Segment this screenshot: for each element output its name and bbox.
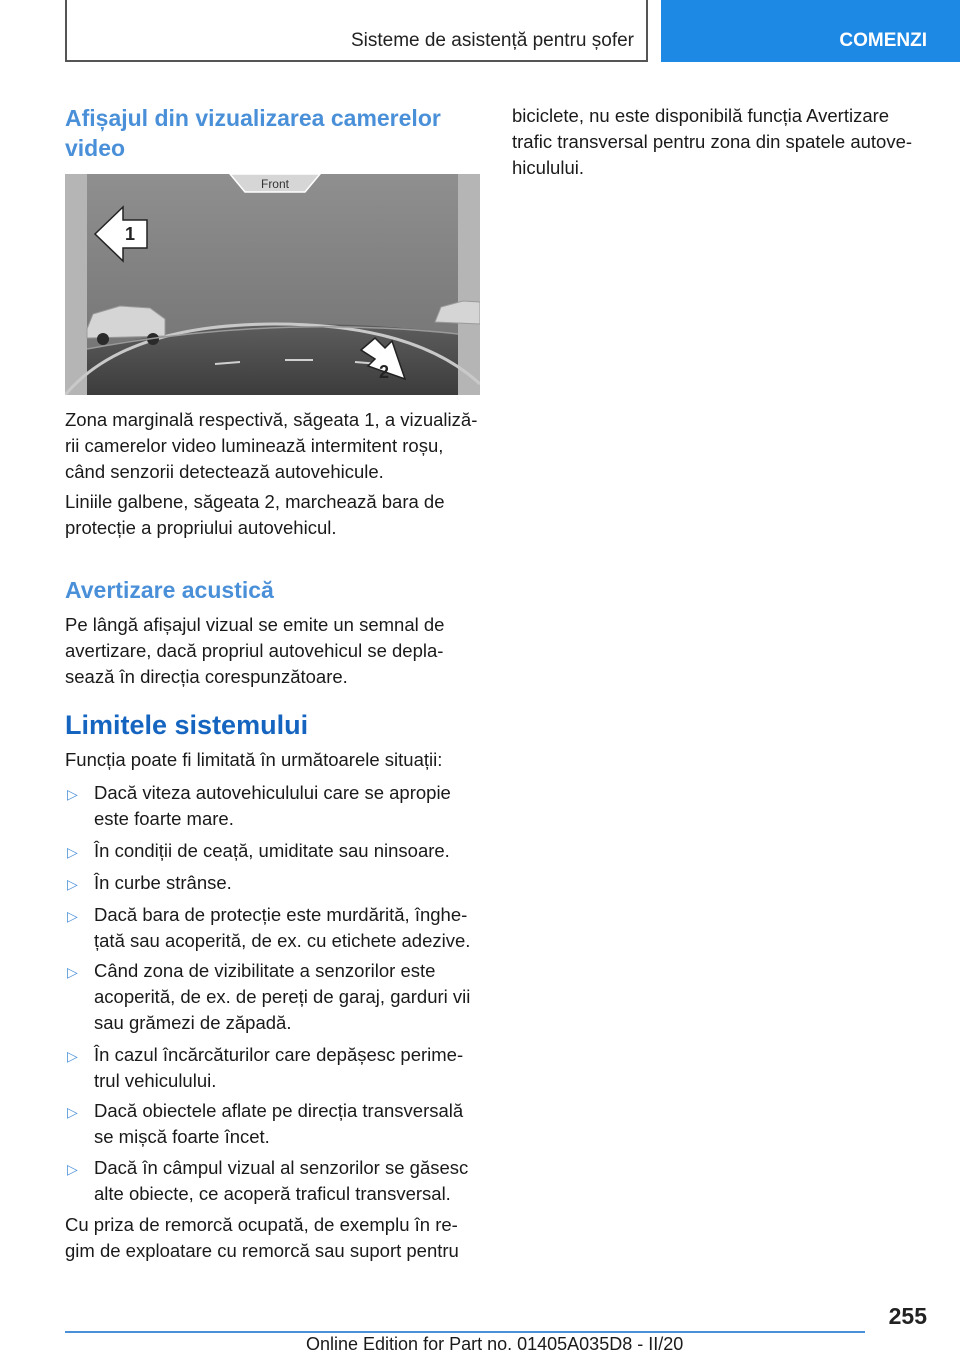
camera-view-figure <box>65 174 480 395</box>
triangle-bullet-icon: ▷ <box>67 876 78 892</box>
paragraph-limits-intro: Funcția poate fi limitată în următoarele situații: <box>65 749 443 770</box>
paragraph-edge-zone: Zona marginală respectivă, săgeata 1, a vizualiză‐rii camerelor video luminează intermitent roșu, când senzorii detectează autovehicule. <box>65 409 478 482</box>
header-tab-label: COMENZI <box>839 30 927 51</box>
camera-view-image <box>65 174 480 395</box>
page-header <box>0 0 960 66</box>
paragraph-trailer: Cu priza de remorcă ocupată, de exemplu în re‐gim de exploatare cu remorcă sau suport pentru <box>65 1214 459 1261</box>
list-item: ▷ Dacă bara de protecție este murdărită, înghe‐țată sau acoperită, de ex. cu etichete adezive. <box>67 904 471 951</box>
list-item: ▷ În cazul încărcăturilor care depășesc perime‐trul vehiculului. <box>67 1044 464 1091</box>
triangle-bullet-icon: ▷ <box>67 964 78 980</box>
front-label: Front <box>260 177 290 191</box>
triangle-bullet-icon: ▷ <box>67 1104 78 1120</box>
list-item: ▷ În condiții de ceață, umiditate sau ninsoare. <box>65 838 485 864</box>
arrow-1-label: 1 <box>125 224 136 244</box>
header-tab-comenzi <box>661 0 960 62</box>
triangle-bullet-icon: ▷ <box>67 1161 78 1177</box>
heading-acoustic: Avertizare acustică <box>65 577 274 603</box>
heading-display: Afișajul din vizualizarea camerelor video <box>65 105 441 161</box>
header-title: Sisteme de asistență pentru șofer <box>350 30 634 51</box>
page-number: 255 <box>888 1303 927 1329</box>
triangle-bullet-icon: ▷ <box>67 786 78 802</box>
edition-text: Online Edition for Part no. 01405A035D8 - II/20 <box>306 1334 684 1354</box>
triangle-bullet-icon: ▷ <box>67 908 78 924</box>
paragraph-acoustic: Pe lângă afișajul vizual se emite un semnal de avertizare, dacă propriul autovehicul se depla‐sează în direcția corespunzătoare. <box>65 614 445 687</box>
arrow-2-label: 2 <box>379 362 390 382</box>
list-item: ▷ În curbe strânse. <box>65 870 485 896</box>
heading-limits: Limitele sistemului <box>65 710 309 740</box>
list-item: ▷ Dacă viteza autovehiculului care se apropie este foarte mare. <box>67 782 451 829</box>
paragraph-right-continuation: biciclete, nu este disponibilă funcția Avertizare trafic transversal pentru zona din spatele autove‐hiculului. <box>512 105 913 178</box>
triangle-bullet-icon: ▷ <box>67 844 78 860</box>
list-item: ▷ Dacă în câmpul vizual al senzorilor se găsesc alte obiecte, ce acoperă traficul transversal. <box>67 1157 469 1204</box>
header-box <box>65 0 648 62</box>
left-edge-zone <box>65 174 87 395</box>
list-item: ▷ Când zona de vizibilitate a senzorilor este acoperită, de ex. de pereți de garaj, garduri vii sau grămezi de zăpadă. <box>67 960 471 1033</box>
paragraph-yellow-lines: Liniile galbene, săgeata 2, marchează bara de protecție a propriului autovehicul. <box>65 491 445 538</box>
right-edge-zone <box>458 174 480 395</box>
list-item: ▷ Dacă obiectele aflate pe direcția transversală se mișcă foarte încet. <box>67 1100 464 1147</box>
triangle-bullet-icon: ▷ <box>67 1048 78 1064</box>
footer-divider <box>65 1331 865 1333</box>
